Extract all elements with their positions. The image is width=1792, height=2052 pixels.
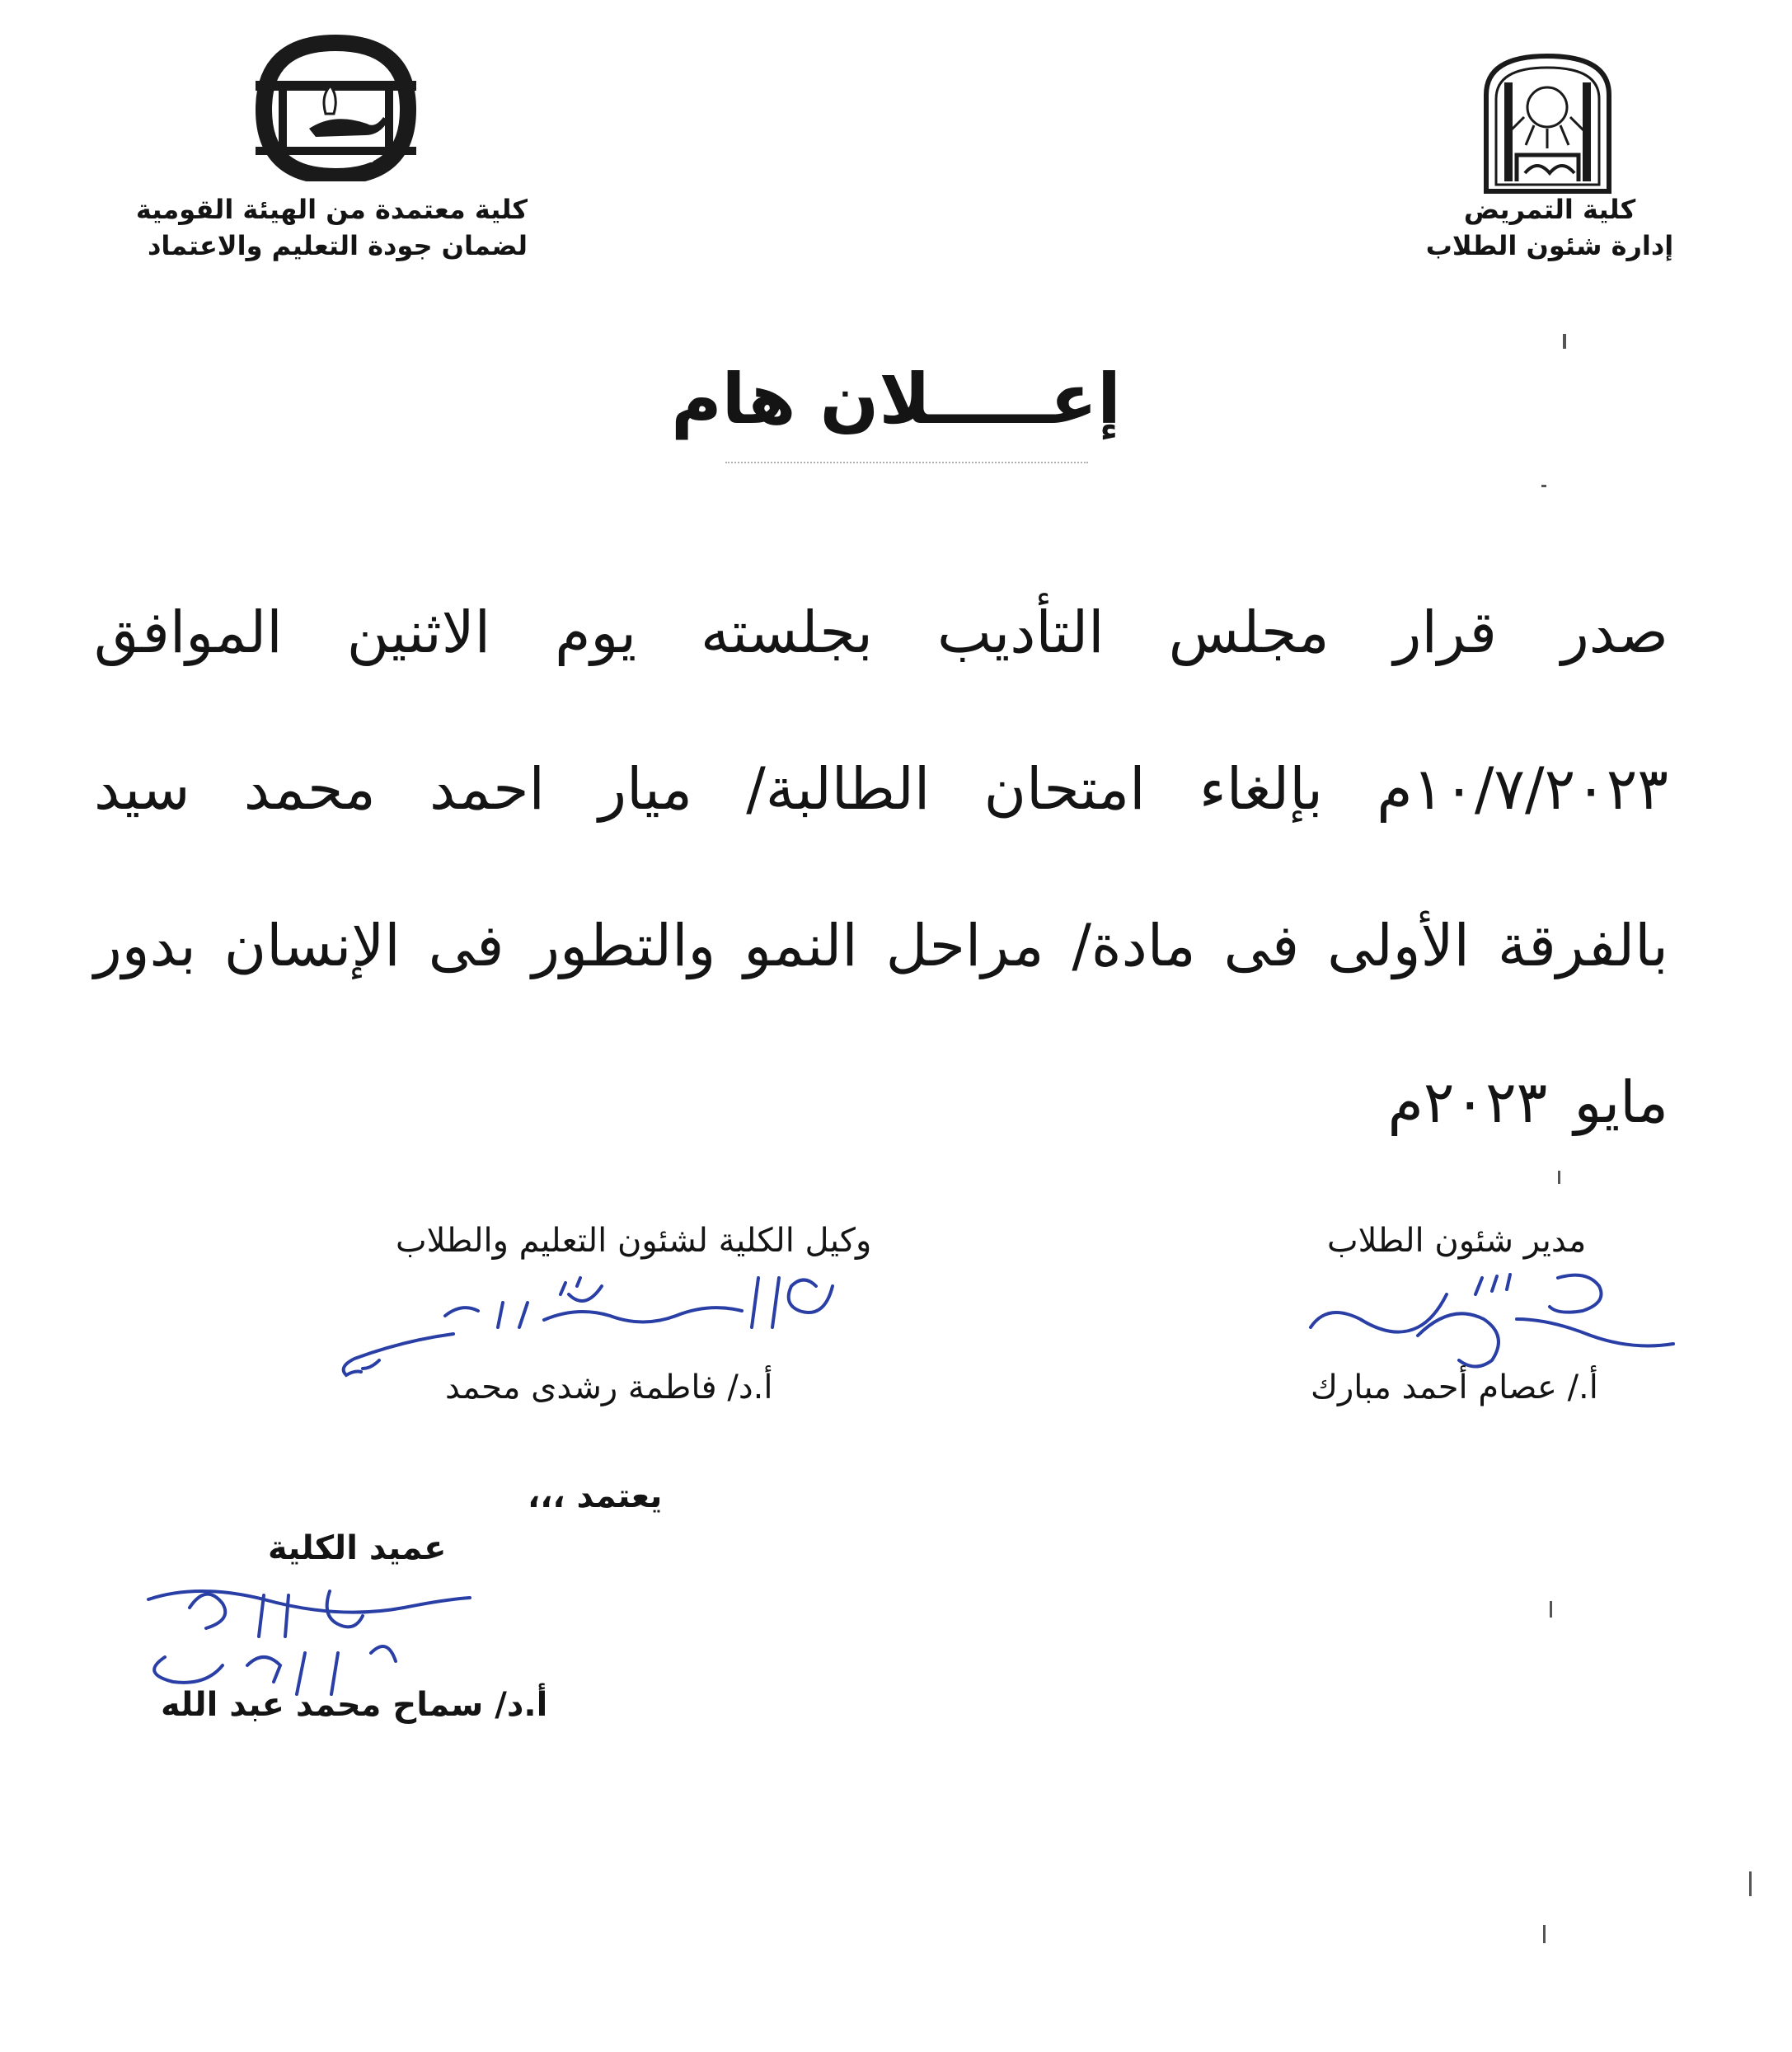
director-signature-icon bbox=[1294, 1261, 1682, 1377]
scan-speck bbox=[1543, 1925, 1546, 1943]
dean-title: عميد الكلية bbox=[268, 1529, 447, 1567]
header-right-line2: إدارة شئون الطلاب bbox=[1425, 230, 1674, 261]
title-dotted-rule bbox=[725, 462, 1088, 463]
approval-label: يعتمد ،،، bbox=[528, 1477, 663, 1515]
scan-speck bbox=[1749, 1871, 1752, 1896]
header-left-line2: لضمان جودة التعليم والاعتماد bbox=[147, 230, 528, 261]
header-right-text bbox=[1401, 191, 1698, 264]
director-title: مدير شئون الطلاب bbox=[1327, 1222, 1587, 1260]
dean-signature-icon bbox=[140, 1575, 503, 1698]
header-right-line1: كلية التمريض bbox=[1463, 194, 1636, 225]
scan-speck bbox=[1550, 1601, 1552, 1618]
university-emblem-icon bbox=[1480, 49, 1616, 194]
vice-dean-signature-icon bbox=[330, 1261, 857, 1385]
dean-name: أ.د/ سماح محمد عبد الله bbox=[161, 1686, 548, 1724]
scan-speck bbox=[1558, 1171, 1560, 1184]
vice-dean-title: وكيل الكلية لشئون التعليم والطلاب bbox=[396, 1222, 872, 1260]
faculty-of-nursing-seal-icon bbox=[247, 31, 425, 181]
director-name: أ./ عصام أحمد مبارك bbox=[1311, 1369, 1598, 1406]
scan-speck bbox=[1563, 334, 1566, 349]
scan-speck bbox=[1541, 485, 1546, 487]
vice-dean-name: أ.د/ فاطمة رشدى محمد bbox=[445, 1369, 773, 1406]
page-title: إعـــــلان هام bbox=[671, 359, 1121, 439]
header-left-line1: كلية معتمدة من الهيئة القومية bbox=[135, 194, 528, 225]
announcement-body: صدر قرار مجلس التأديب بجلسته يوم الاثنين الموافق ١٠/٧/٢٠٢٣م بإلغاء امتحان الطالبة/ ميار احمد محمد سيد بالفرقة الأولى فى مادة/ مراحل النمو والتطور فى الإنسان بدور مايو ٢٠٢٣م bbox=[94, 599, 1668, 1136]
header-left-text bbox=[135, 191, 528, 264]
